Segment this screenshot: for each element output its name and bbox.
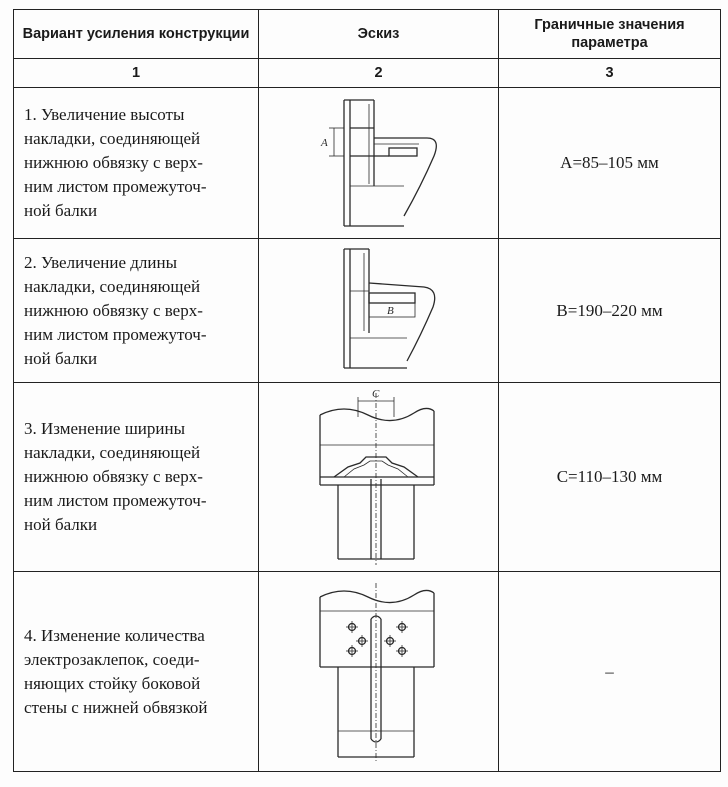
variant-description bbox=[14, 239, 259, 383]
variant-description bbox=[14, 383, 259, 572]
header-variant: Вариант усиления конструкции bbox=[14, 10, 259, 59]
header-sketch: Эскиз bbox=[259, 10, 499, 59]
column-number-2: 2 bbox=[259, 59, 499, 88]
sketch-label-c: C bbox=[371, 388, 379, 400]
limit-value: – bbox=[499, 572, 721, 772]
sketch-cell bbox=[259, 239, 499, 383]
limit-value: A=85–105 мм bbox=[499, 88, 721, 239]
sketch-height-drawing bbox=[309, 96, 449, 231]
limit-value: B=190–220 мм bbox=[499, 239, 721, 383]
sketch-cell bbox=[259, 88, 499, 239]
variant-description bbox=[14, 572, 259, 772]
sketch-label-a: A bbox=[320, 136, 328, 149]
variant-text: 3. Изменение ширины накладки, соединяющей нижнюю обвязку с верх- ним листом промежуточ- ной балки bbox=[24, 419, 207, 534]
limit-value: C=110–130 мм bbox=[499, 383, 721, 572]
variant-text: 2. Увеличение длины накладки, соединяющей нижнюю обвязку с верх- ним листом промежуточ- ной балки bbox=[24, 252, 207, 368]
sketch-length-drawing bbox=[309, 243, 449, 378]
table-row bbox=[14, 88, 721, 239]
sketch-rivets-drawing bbox=[314, 579, 444, 764]
parameters-table bbox=[13, 9, 721, 772]
column-number-3: 3 bbox=[499, 59, 721, 88]
sketch-width-drawing bbox=[314, 387, 444, 567]
sketch-cell bbox=[259, 383, 499, 572]
column-number-row bbox=[14, 59, 721, 88]
header-limits: Граничные значения параметра bbox=[499, 10, 721, 59]
table-row bbox=[14, 383, 721, 572]
column-number-1: 1 bbox=[14, 59, 259, 88]
variant-text: 1. Увеличение высоты накладки, соединяющей нижнюю обвязку с верх- ним листом промежуточ- ной балки bbox=[24, 105, 207, 220]
table-row bbox=[14, 239, 721, 383]
table-row bbox=[14, 572, 721, 772]
variant-description bbox=[14, 88, 259, 239]
sketch-label-b: B bbox=[386, 305, 394, 317]
sketch-cell bbox=[259, 572, 499, 772]
variant-text: 4. Изменение количества электрозаклепок, соеди- няющих стойку боковой стены с нижней обвязкой bbox=[24, 625, 208, 717]
header-row bbox=[14, 10, 721, 59]
